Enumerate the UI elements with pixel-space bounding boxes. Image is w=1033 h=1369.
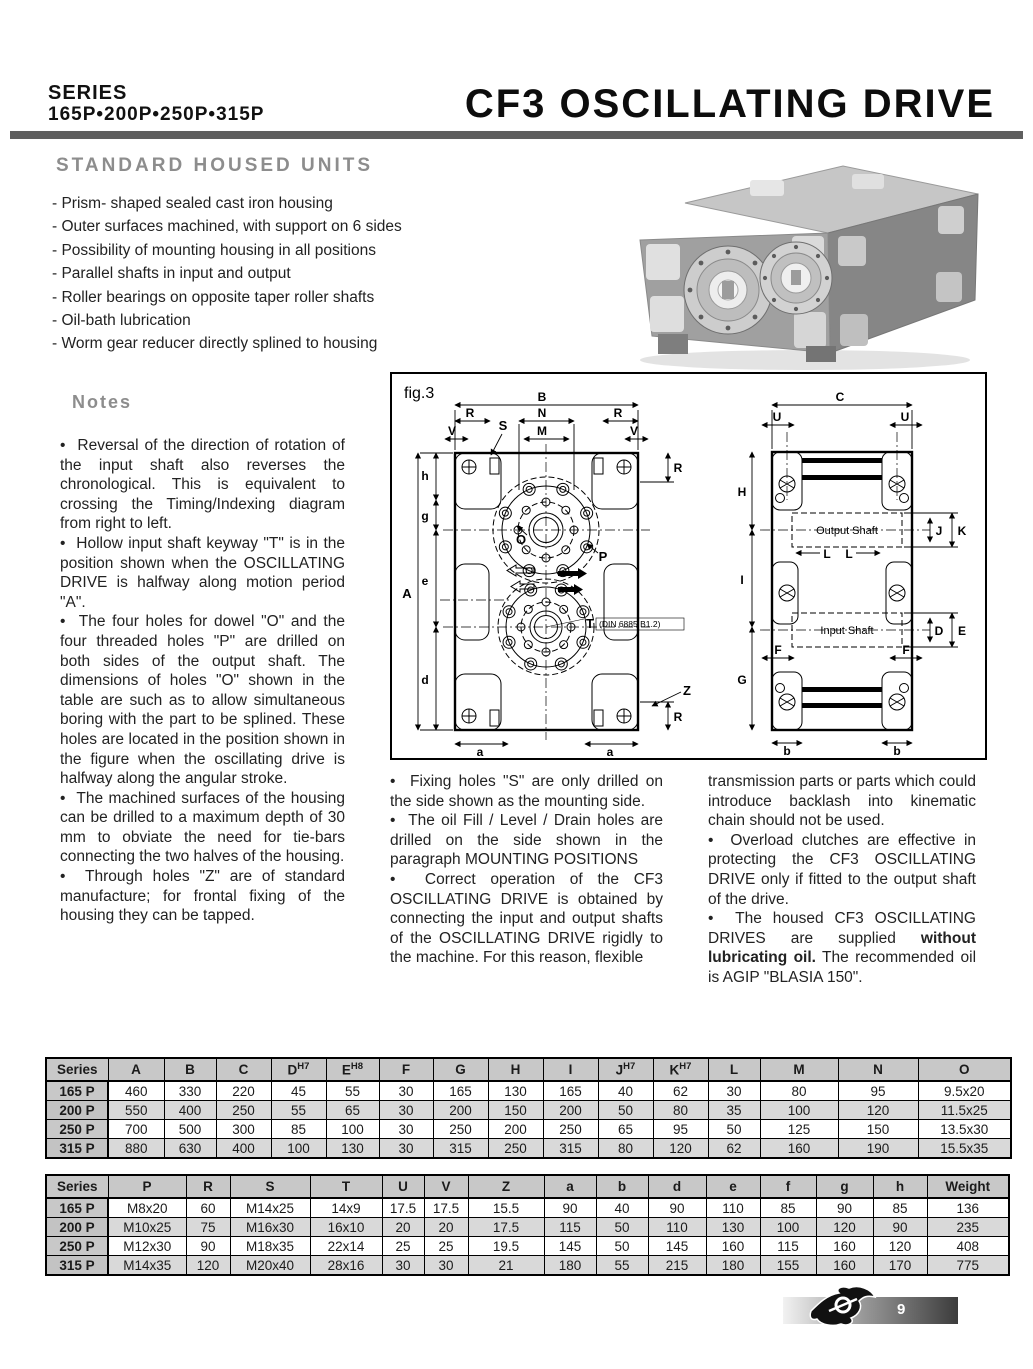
- page-title: CF3 OSCILLATING DRIVE: [464, 82, 995, 126]
- housed-bullets: [52, 192, 542, 356]
- value-cell: 80: [760, 1081, 838, 1101]
- value-cell: 130: [326, 1139, 379, 1159]
- value-cell: 85: [873, 1198, 927, 1218]
- svg-text:L: L: [823, 547, 831, 561]
- value-cell: 136: [927, 1198, 1009, 1218]
- column-header: Series: [46, 1058, 108, 1081]
- value-cell: 460: [108, 1081, 164, 1101]
- value-cell: 250: [543, 1120, 598, 1139]
- table-row: [46, 1081, 1011, 1101]
- value-cell: 95: [653, 1120, 708, 1139]
- value-cell: 550: [108, 1101, 164, 1120]
- column-header: a: [544, 1175, 596, 1198]
- svg-text:R: R: [673, 461, 683, 475]
- value-cell: 22x14: [310, 1237, 382, 1256]
- table-row: [46, 1237, 1009, 1256]
- svg-text:I: I: [740, 573, 744, 587]
- value-cell: 50: [596, 1237, 648, 1256]
- value-cell: 50: [708, 1120, 760, 1139]
- keyway-note: (DIN 6885 B1.2): [599, 619, 661, 629]
- column-header: H: [488, 1058, 543, 1081]
- svg-text:K: K: [957, 524, 967, 538]
- value-cell: 55: [596, 1256, 648, 1276]
- table-row: [46, 1120, 1011, 1139]
- divider-bar: [10, 131, 1023, 139]
- svg-text:e: e: [421, 574, 429, 588]
- value-cell: 20: [382, 1218, 424, 1237]
- value-cell: 315: [543, 1139, 598, 1159]
- value-cell: 30: [379, 1139, 433, 1159]
- value-cell: 775: [927, 1256, 1009, 1276]
- paragraph: • Fixing holes "S" are only drilled on the side shown as the mounting side.: [390, 772, 663, 811]
- value-cell: 90: [544, 1198, 596, 1218]
- paragraph: • Hollow input shaft keyway "T" is in the position shown when the OSCILLATING DRIVE is halfway along motion period "A".: [60, 534, 345, 612]
- value-cell: 100: [271, 1139, 326, 1159]
- paragraph: • The machined surfaces of the housing can be drilled to a maximum depth of 30 mm to obviate the need for tie-bars connecting the two halves of the housing.: [60, 789, 345, 867]
- value-cell: 120: [816, 1218, 873, 1237]
- value-cell: 160: [816, 1256, 873, 1276]
- value-cell: M20x40: [230, 1256, 310, 1276]
- value-cell: 85: [760, 1198, 816, 1218]
- value-cell: 50: [596, 1218, 648, 1237]
- value-cell: 155: [760, 1256, 816, 1276]
- value-cell: M10x25: [108, 1218, 186, 1237]
- svg-text:S: S: [498, 418, 508, 433]
- value-cell: 150: [838, 1120, 918, 1139]
- value-cell: 630: [164, 1139, 216, 1159]
- column-header: b: [596, 1175, 648, 1198]
- svg-text:b: b: [783, 744, 791, 758]
- output-shaft-label: Output Shaft: [816, 525, 878, 537]
- value-cell: 9.5x20: [918, 1081, 1011, 1101]
- value-cell: 200: [543, 1101, 598, 1120]
- input-shaft-label: Input Shaft: [820, 625, 874, 637]
- series-cell: 200 P: [46, 1218, 108, 1237]
- column-header: $E^{H8}$: [326, 1058, 379, 1081]
- value-cell: 180: [706, 1256, 760, 1276]
- input-flange: [760, 242, 832, 314]
- series-models: 165P•200P•250P•315P: [48, 104, 265, 125]
- column-header: U: [382, 1175, 424, 1198]
- value-cell: 30: [424, 1256, 468, 1276]
- value-cell: 55: [271, 1101, 326, 1120]
- value-cell: 90: [186, 1237, 230, 1256]
- svg-text:g: g: [421, 509, 429, 523]
- value-cell: 315: [433, 1139, 488, 1159]
- table-row: [46, 1218, 1009, 1237]
- value-cell: 110: [706, 1198, 760, 1218]
- value-cell: 100: [760, 1218, 816, 1237]
- value-cell: 160: [760, 1139, 838, 1159]
- paragraph: • The four holes for dowel "O" and the four threaded holes "P" are drilled on both sides of the output shaft. The dimensions of holes "O" shown in the table are such as to allow simultaneous boring with the part to be splined. These holes are located in the position shown in the figure when the oscillating drive is halfway along the angular stroke.: [60, 612, 345, 788]
- value-cell: 130: [706, 1218, 760, 1237]
- right-column: [708, 772, 976, 988]
- svg-text:P: P: [598, 549, 608, 564]
- column-header: N: [838, 1058, 918, 1081]
- column-header: h: [873, 1175, 927, 1198]
- value-cell: 45: [271, 1081, 326, 1101]
- value-cell: 130: [488, 1081, 543, 1101]
- column-header: G: [433, 1058, 488, 1081]
- svg-text:R: R: [465, 406, 475, 420]
- value-cell: 30: [379, 1120, 433, 1139]
- value-cell: 90: [873, 1218, 927, 1237]
- series-cell: 250 P: [46, 1237, 108, 1256]
- column-header: $J^{H7}$: [598, 1058, 653, 1081]
- paragraph: • Correct operation of the CF3 OSCILLATING DRIVE is obtained by connecting the input and output shafts of the OSCILLATING DRIVE rigidly to the machine. For this reason, flexible: [390, 870, 663, 968]
- column-header: F: [379, 1058, 433, 1081]
- value-cell: 62: [708, 1139, 760, 1159]
- value-cell: 100: [326, 1120, 379, 1139]
- svg-text:R: R: [613, 406, 623, 420]
- feature-bullet: - Worm gear reducer directly splined to housing: [52, 332, 542, 355]
- dimensions-table-1: [45, 1057, 1012, 1159]
- brand-logo: [805, 1281, 885, 1331]
- feature-bullet: - Outer surfaces machined, with support on 6 sides: [52, 215, 542, 238]
- value-cell: 165: [543, 1081, 598, 1101]
- value-cell: 110: [648, 1218, 706, 1237]
- value-cell: 125: [760, 1120, 838, 1139]
- svg-text:h: h: [421, 469, 429, 483]
- value-cell: 250: [216, 1101, 271, 1120]
- svg-text:b: b: [893, 744, 901, 758]
- value-cell: 25: [424, 1237, 468, 1256]
- value-cell: 120: [186, 1256, 230, 1276]
- svg-text:F: F: [902, 643, 910, 657]
- value-cell: 90: [648, 1198, 706, 1218]
- value-cell: M16x30: [230, 1218, 310, 1237]
- value-cell: 40: [596, 1198, 648, 1218]
- section-heading-standard-housed-units: STANDARD HOUSED UNITS: [56, 155, 374, 176]
- value-cell: 60: [186, 1198, 230, 1218]
- value-cell: 17.5: [424, 1198, 468, 1218]
- value-cell: M8x20: [108, 1198, 186, 1218]
- column-header: O: [918, 1058, 1011, 1081]
- value-cell: 500: [164, 1120, 216, 1139]
- svg-text:N: N: [537, 406, 547, 420]
- series-cell: 315 P: [46, 1139, 108, 1159]
- value-cell: 250: [488, 1139, 543, 1159]
- value-cell: M14x25: [230, 1198, 310, 1218]
- column-header: Z: [468, 1175, 544, 1198]
- value-cell: 17.5: [468, 1218, 544, 1237]
- value-cell: 62: [653, 1081, 708, 1101]
- column-header: M: [760, 1058, 838, 1081]
- svg-text:V: V: [447, 424, 457, 438]
- value-cell: 65: [326, 1101, 379, 1120]
- value-cell: 220: [216, 1081, 271, 1101]
- column-header: R: [186, 1175, 230, 1198]
- value-cell: 100: [760, 1101, 838, 1120]
- value-cell: 25: [382, 1237, 424, 1256]
- value-cell: 700: [108, 1120, 164, 1139]
- value-cell: 120: [873, 1237, 927, 1256]
- paragraph: • The housed CF3 OSCILLATING DRIVES are supplied without lubricating oil. The recommended oil is AGIP "BLASIA 150".: [708, 909, 976, 987]
- value-cell: 235: [927, 1218, 1009, 1237]
- value-cell: 215: [648, 1256, 706, 1276]
- svg-text:F: F: [774, 643, 782, 657]
- column-header: P: [108, 1175, 186, 1198]
- series-cell: 165 P: [46, 1198, 108, 1218]
- series-cell: 165 P: [46, 1081, 108, 1101]
- value-cell: 400: [216, 1139, 271, 1159]
- figure-drawing: [390, 372, 987, 760]
- value-cell: 250: [433, 1120, 488, 1139]
- column-header: f: [760, 1175, 816, 1198]
- column-header: S: [230, 1175, 310, 1198]
- value-cell: 190: [838, 1139, 918, 1159]
- column-header: $K^{H7}$: [653, 1058, 708, 1081]
- value-cell: M18x35: [230, 1237, 310, 1256]
- value-cell: 65: [598, 1120, 653, 1139]
- column-header: Weight: [927, 1175, 1009, 1198]
- svg-text:U: U: [772, 410, 782, 424]
- value-cell: 17.5: [382, 1198, 424, 1218]
- value-cell: 880: [108, 1139, 164, 1159]
- value-cell: 11.5x25: [918, 1101, 1011, 1120]
- paragraph: • Overload clutches are effective in protecting the CF3 OSCILLATING DRIVE only if fitted to the output shaft of the drive.: [708, 831, 976, 909]
- value-cell: 30: [379, 1081, 433, 1101]
- feature-bullet: - Roller bearings on opposite taper roller shafts: [52, 286, 542, 309]
- feature-bullet: - Parallel shafts in input and output: [52, 262, 542, 285]
- value-cell: 120: [653, 1139, 708, 1159]
- value-cell: 14x9: [310, 1198, 382, 1218]
- column-header: d: [648, 1175, 706, 1198]
- column-header: $D^{H7}$: [271, 1058, 326, 1081]
- value-cell: 200: [433, 1101, 488, 1120]
- value-cell: 15.5x35: [918, 1139, 1011, 1159]
- value-cell: M14x35: [108, 1256, 186, 1276]
- paragraph: • Through holes "Z" are of standard manufacture; for frontal fixing of the housing they can be tapped.: [60, 867, 345, 926]
- value-cell: 160: [706, 1237, 760, 1256]
- svg-text:G: G: [737, 673, 747, 687]
- paragraph: • The oil Fill / Level / Drain holes are drilled on the side shown in the paragraph MOUNTING POSITIONS: [390, 811, 663, 870]
- svg-text:d: d: [421, 673, 429, 687]
- value-cell: 115: [760, 1237, 816, 1256]
- value-cell: 80: [653, 1101, 708, 1120]
- table-row: [46, 1198, 1009, 1218]
- column-header: Series: [46, 1175, 108, 1198]
- svg-text:C: C: [835, 390, 845, 404]
- value-cell: 408: [927, 1237, 1009, 1256]
- series-label: SERIES: [48, 82, 128, 104]
- value-cell: 145: [648, 1237, 706, 1256]
- column-header: C: [216, 1058, 271, 1081]
- value-cell: 15.5: [468, 1198, 544, 1218]
- value-cell: 150: [488, 1101, 543, 1120]
- svg-text:T: T: [586, 616, 594, 631]
- svg-text:a: a: [476, 745, 484, 759]
- value-cell: 160: [816, 1237, 873, 1256]
- svg-text:V: V: [629, 424, 639, 438]
- table-row: [46, 1139, 1011, 1159]
- figure-caption: fig.3: [404, 385, 435, 402]
- svg-text:Z: Z: [683, 683, 691, 698]
- value-cell: 30: [708, 1081, 760, 1101]
- feature-bullet: - Oil-bath lubrication: [52, 309, 542, 332]
- value-cell: 90: [816, 1198, 873, 1218]
- series-cell: 315 P: [46, 1256, 108, 1276]
- svg-text:H: H: [737, 485, 747, 499]
- column-header: I: [543, 1058, 598, 1081]
- value-cell: 400: [164, 1101, 216, 1120]
- column-header: V: [424, 1175, 468, 1198]
- value-cell: 55: [326, 1081, 379, 1101]
- value-cell: 115: [544, 1218, 596, 1237]
- series-cell: 250 P: [46, 1120, 108, 1139]
- value-cell: 16x10: [310, 1218, 382, 1237]
- paragraph: transmission parts or parts which could introduce backlash into kinematic chain should not be used.: [708, 773, 976, 830]
- page-number: 9: [897, 1301, 906, 1318]
- value-cell: 145: [544, 1237, 596, 1256]
- paragraph: • Reversal of the direction of rotation of the input shaft also reverses the chronological. This is equivalent to crossing the Timing/Indexing diagram from right to left.: [60, 436, 345, 534]
- svg-text:A: A: [402, 586, 412, 601]
- svg-text:a: a: [606, 745, 614, 759]
- value-cell: 20: [424, 1218, 468, 1237]
- svg-text:L: L: [845, 547, 853, 561]
- value-cell: 200: [488, 1120, 543, 1139]
- value-cell: 50: [598, 1101, 653, 1120]
- value-cell: M12x30: [108, 1237, 186, 1256]
- svg-text:D: D: [934, 624, 944, 638]
- column-header: B: [164, 1058, 216, 1081]
- value-cell: 21: [468, 1256, 544, 1276]
- notes-column: [60, 436, 345, 926]
- column-header: T: [310, 1175, 382, 1198]
- svg-text:M: M: [537, 424, 547, 438]
- value-cell: 19.5: [468, 1237, 544, 1256]
- value-cell: 330: [164, 1081, 216, 1101]
- value-cell: 40: [598, 1081, 653, 1101]
- feature-bullet: - Prism- shaped sealed cast iron housing: [52, 192, 542, 215]
- svg-text:U: U: [900, 410, 910, 424]
- value-cell: 120: [838, 1101, 918, 1120]
- value-cell: 180: [544, 1256, 596, 1276]
- column-header: A: [108, 1058, 164, 1081]
- svg-text:J: J: [935, 524, 943, 538]
- column-header: L: [708, 1058, 760, 1081]
- value-cell: 95: [838, 1081, 918, 1101]
- value-cell: 35: [708, 1101, 760, 1120]
- table-row: [46, 1101, 1011, 1120]
- svg-text:E: E: [957, 624, 967, 638]
- value-cell: 85: [271, 1120, 326, 1139]
- feature-bullet: - Possibility of mounting housing in all positions: [52, 239, 542, 262]
- svg-text:B: B: [537, 390, 547, 404]
- figure-3: [390, 372, 987, 760]
- svg-text:O: O: [515, 532, 527, 547]
- dimensions-table-2: [45, 1174, 1010, 1276]
- svg-text:R: R: [673, 710, 683, 724]
- value-cell: 300: [216, 1120, 271, 1139]
- value-cell: 13.5x30: [918, 1120, 1011, 1139]
- value-cell: 165: [433, 1081, 488, 1101]
- column-header: e: [706, 1175, 760, 1198]
- section-heading-notes: Notes: [72, 392, 133, 412]
- value-cell: 75: [186, 1218, 230, 1237]
- value-cell: 30: [379, 1101, 433, 1120]
- output-flange: [684, 246, 772, 334]
- value-cell: 170: [873, 1256, 927, 1276]
- series-cell: 200 P: [46, 1101, 108, 1120]
- value-cell: 28x16: [310, 1256, 382, 1276]
- value-cell: 30: [382, 1256, 424, 1276]
- product-photo: [600, 148, 1010, 378]
- middle-column: [390, 772, 663, 968]
- column-header: g: [816, 1175, 873, 1198]
- value-cell: 80: [598, 1139, 653, 1159]
- table-row: [46, 1256, 1009, 1276]
